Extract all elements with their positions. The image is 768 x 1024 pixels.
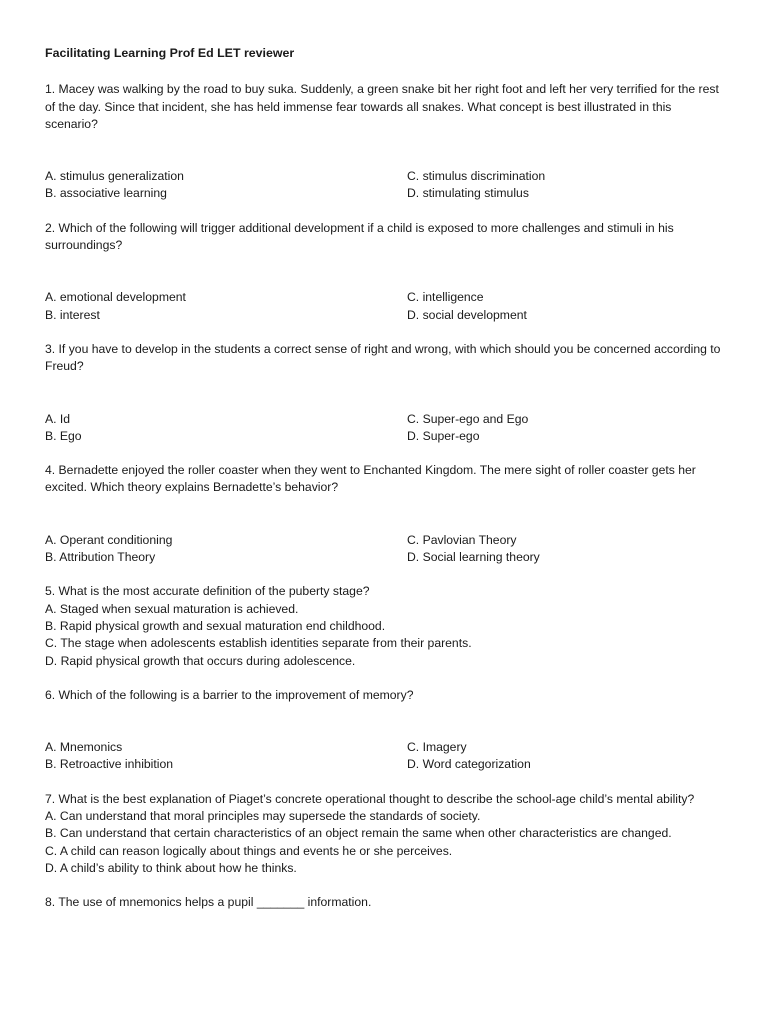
question-8-text: 8. The use of mnemonics helps a pupil _______ information. — [45, 895, 372, 910]
option-b: B. Can understand that certain characteristics of an object remain the same when other characteristics are changed. — [45, 826, 672, 841]
option-b: B. associative learning — [45, 186, 167, 201]
option-d: D. Social learning theory — [407, 550, 540, 565]
option-c: C. Imagery — [407, 740, 467, 755]
option-c: C. intelligence — [407, 290, 484, 305]
question-5-options — [45, 601, 725, 670]
question-1-text: 1. Macey was walking by the road to buy suka. Suddenly, a green snake bit her right foot and left her very terrified for the rest of the day. Since that incident, she has held immense fear towards all snakes. What concept is best illustrated in this scenario? — [45, 82, 719, 131]
question-5-text: 5. What is the most accurate definition of the puberty stage? — [45, 584, 370, 599]
option-d: D. social development — [407, 307, 527, 322]
option-d: D. Word categorization — [407, 757, 531, 772]
option-a: A. emotional development — [45, 290, 186, 305]
option-c: C. Super-ego and Ego — [407, 411, 529, 426]
question-6-text: 6. Which of the following is a barrier to the improvement of memory? — [45, 687, 414, 702]
option-a: A. Mnemonics — [45, 740, 123, 755]
option-a: A. Can understand that moral principles may supersede the standards of society. — [45, 809, 481, 824]
question-4 — [45, 462, 725, 566]
question-6 — [45, 687, 725, 774]
option-a: A. Staged when sexual maturation is achieved. — [45, 601, 299, 616]
option-d: D. stimulating stimulus — [407, 186, 529, 201]
option-c: C. stimulus discrimination — [407, 169, 546, 184]
option-b: B. Retroactive inhibition — [45, 757, 174, 772]
option-b: B. interest — [45, 307, 100, 322]
option-a: A. Operant conditioning — [45, 532, 173, 547]
document-body — [45, 45, 725, 929]
option-b: B. Rapid physical growth and sexual maturation end childhood. — [45, 618, 386, 633]
question-1 — [45, 81, 725, 202]
question-6-options — [45, 739, 725, 774]
question-7 — [45, 791, 725, 877]
option-c: C. Pavlovian Theory — [407, 532, 517, 547]
question-5 — [45, 583, 725, 669]
option-a: A. Id — [45, 411, 71, 426]
question-4-text: 4. Bernadette enjoyed the roller coaster when they went to Enchanted Kingdom. The mere sight of roller coaster gets her excited. Which theory explains Bernadette’s behavior? — [45, 463, 696, 495]
question-2-text: 2. Which of the following will trigger additional development if a child is exposed to more challenges and stimuli in his surroundings? — [45, 220, 674, 253]
option-a: A. stimulus generalization — [45, 169, 184, 184]
option-d: D. Super-ego — [407, 428, 480, 443]
question-3-text: 3. If you have to develop in the students a correct sense of right and wrong, with which should you be concerned according to Freud? — [45, 341, 721, 374]
option-d: D. A child’s ability to think about how he thinks. — [45, 860, 297, 875]
option-b: B. Ego — [45, 428, 82, 443]
question-7-text: 7. What is the best explanation of Piaget’s concrete operational thought to describe the school-age child’s mental ability? — [45, 791, 695, 806]
question-8 — [45, 894, 725, 911]
option-c: C. A child can reason logically about things and events he or she perceives. — [45, 843, 453, 858]
question-4-options — [45, 532, 725, 567]
question-3 — [45, 341, 725, 445]
option-c: C. The stage when adolescents establish identities separate from their parents. — [45, 636, 472, 651]
question-7-options — [45, 808, 725, 877]
option-d: D. Rapid physical growth that occurs during adolescence. — [45, 653, 356, 668]
question-2-options — [45, 289, 725, 324]
question-1-options — [45, 168, 725, 203]
question-3-options — [45, 411, 725, 446]
document-title: Facilitating Learning Prof Ed LET reviewer — [45, 46, 295, 60]
option-b: B. Attribution Theory — [45, 550, 156, 565]
question-2 — [45, 220, 725, 324]
